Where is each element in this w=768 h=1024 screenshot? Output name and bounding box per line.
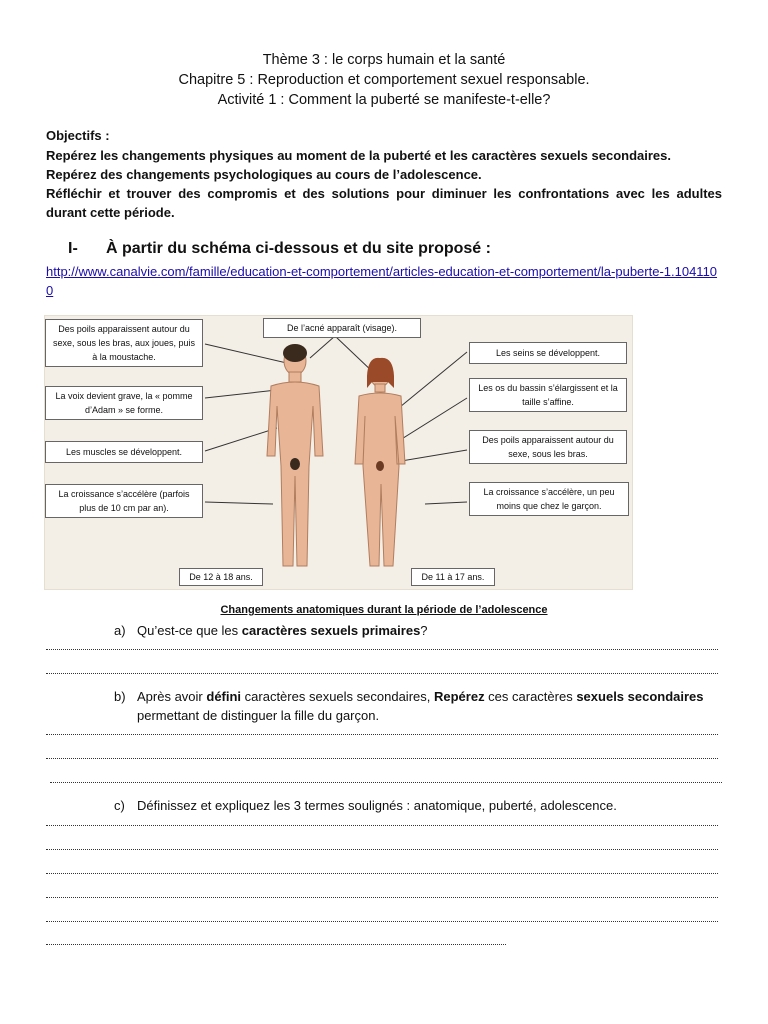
connector-line <box>310 336 335 358</box>
question-a <box>46 621 722 640</box>
question-label: a) <box>114 623 126 638</box>
connector-line <box>205 428 277 451</box>
canalvie-link[interactable]: http://www.canalvie.com/famille/education-et-comportement/articles-education-et-comportement/la-puberte-1.1041100 <box>46 264 718 298</box>
answer-line[interactable] <box>46 757 718 759</box>
question-text: Après avoir défini caractères sexuels secondaires, Repérez ces caractères sexuels secondaires permettant de distinguer la fille du garçon. <box>137 689 704 723</box>
puberty-figure <box>44 315 633 590</box>
connector-line <box>205 502 273 504</box>
answer-line[interactable] <box>46 824 718 826</box>
male-label-muscles: Les muscles se développent. <box>45 441 203 463</box>
question-text: Définissez et expliquez les 3 termes soulignés : anatomique, puberté, adolescence. <box>137 798 617 813</box>
answer-line[interactable] <box>50 781 722 783</box>
answer-line[interactable] <box>46 848 718 850</box>
chapter-title: Chapitre 5 : Reproduction et comportement sexuel responsable. <box>178 72 590 88</box>
question-label: b) <box>114 689 126 704</box>
connector-line <box>425 502 467 504</box>
female-pubic-hair <box>376 461 384 471</box>
objective-item: Repérez les changements physiques au moment de la puberté et les caractères sexuels secondaires. <box>46 148 671 163</box>
section-one <box>46 238 722 300</box>
answer-line[interactable] <box>46 672 718 674</box>
figure-caption: Changements anatomiques durant la période de l’adolescence <box>220 604 548 616</box>
question-b <box>46 687 722 725</box>
question-text: Qu’est-ce que les caractères sexuels primaires? <box>137 623 428 638</box>
male-hair <box>283 344 307 362</box>
female-label-breasts: Les seins se développent. <box>469 342 627 364</box>
question-c <box>46 796 722 815</box>
section-title: À partir du schéma ci-dessous et du site proposé : <box>106 240 491 257</box>
female-label-hair: Des poils apparaissent autour du sexe, sous les bras. <box>469 430 627 464</box>
objective-item: Repérez des changements psychologiques au cours de l’adolescence. <box>46 167 482 182</box>
answer-line[interactable] <box>46 896 718 898</box>
objectives-heading: Objectifs : <box>46 128 110 143</box>
female-label-growth: La croissance s’accélère, un peu moins que chez le garçon. <box>469 482 629 516</box>
male-figure <box>267 347 323 566</box>
male-pubic-hair <box>290 458 300 470</box>
male-label-growth: La croissance s’accélère (parfois plus de 10 cm par an). <box>45 484 203 518</box>
question-label: c) <box>114 798 125 813</box>
answer-line[interactable] <box>46 733 718 735</box>
theme-title: Thème 3 : le corps humain et la santé <box>262 52 506 68</box>
title-block <box>0 50 768 110</box>
female-label-pelvis: Les os du bassin s’élargissent et la taille s’affine. <box>469 378 627 412</box>
acne-label: De l’acné apparaît (visage). <box>263 318 421 338</box>
answer-line[interactable] <box>46 872 718 874</box>
male-label-hair: Des poils apparaissent autour du sexe, sous les bras, aux joues, puis à la moustache. <box>45 319 203 367</box>
objectives-block <box>46 126 722 222</box>
female-age-label: De 11 à 17 ans. <box>411 568 495 586</box>
section-heading <box>46 238 722 260</box>
male-label-voice: La voix devient grave, la « pomme d’Adam » se forme. <box>45 386 203 420</box>
objective-item: Réfléchir et trouver des compromis et des solutions pour diminuer les confrontations avec les adultes durant cette période. <box>46 186 722 220</box>
answer-line[interactable] <box>46 943 506 945</box>
answer-line[interactable] <box>46 648 718 650</box>
connector-line <box>205 344 291 364</box>
section-number: I- <box>68 240 78 257</box>
male-age-label: De 12 à 18 ans. <box>179 568 263 586</box>
activity-title: Activité 1 : Comment la puberté se manifeste-t-elle? <box>217 92 551 108</box>
answer-line[interactable] <box>46 920 718 922</box>
